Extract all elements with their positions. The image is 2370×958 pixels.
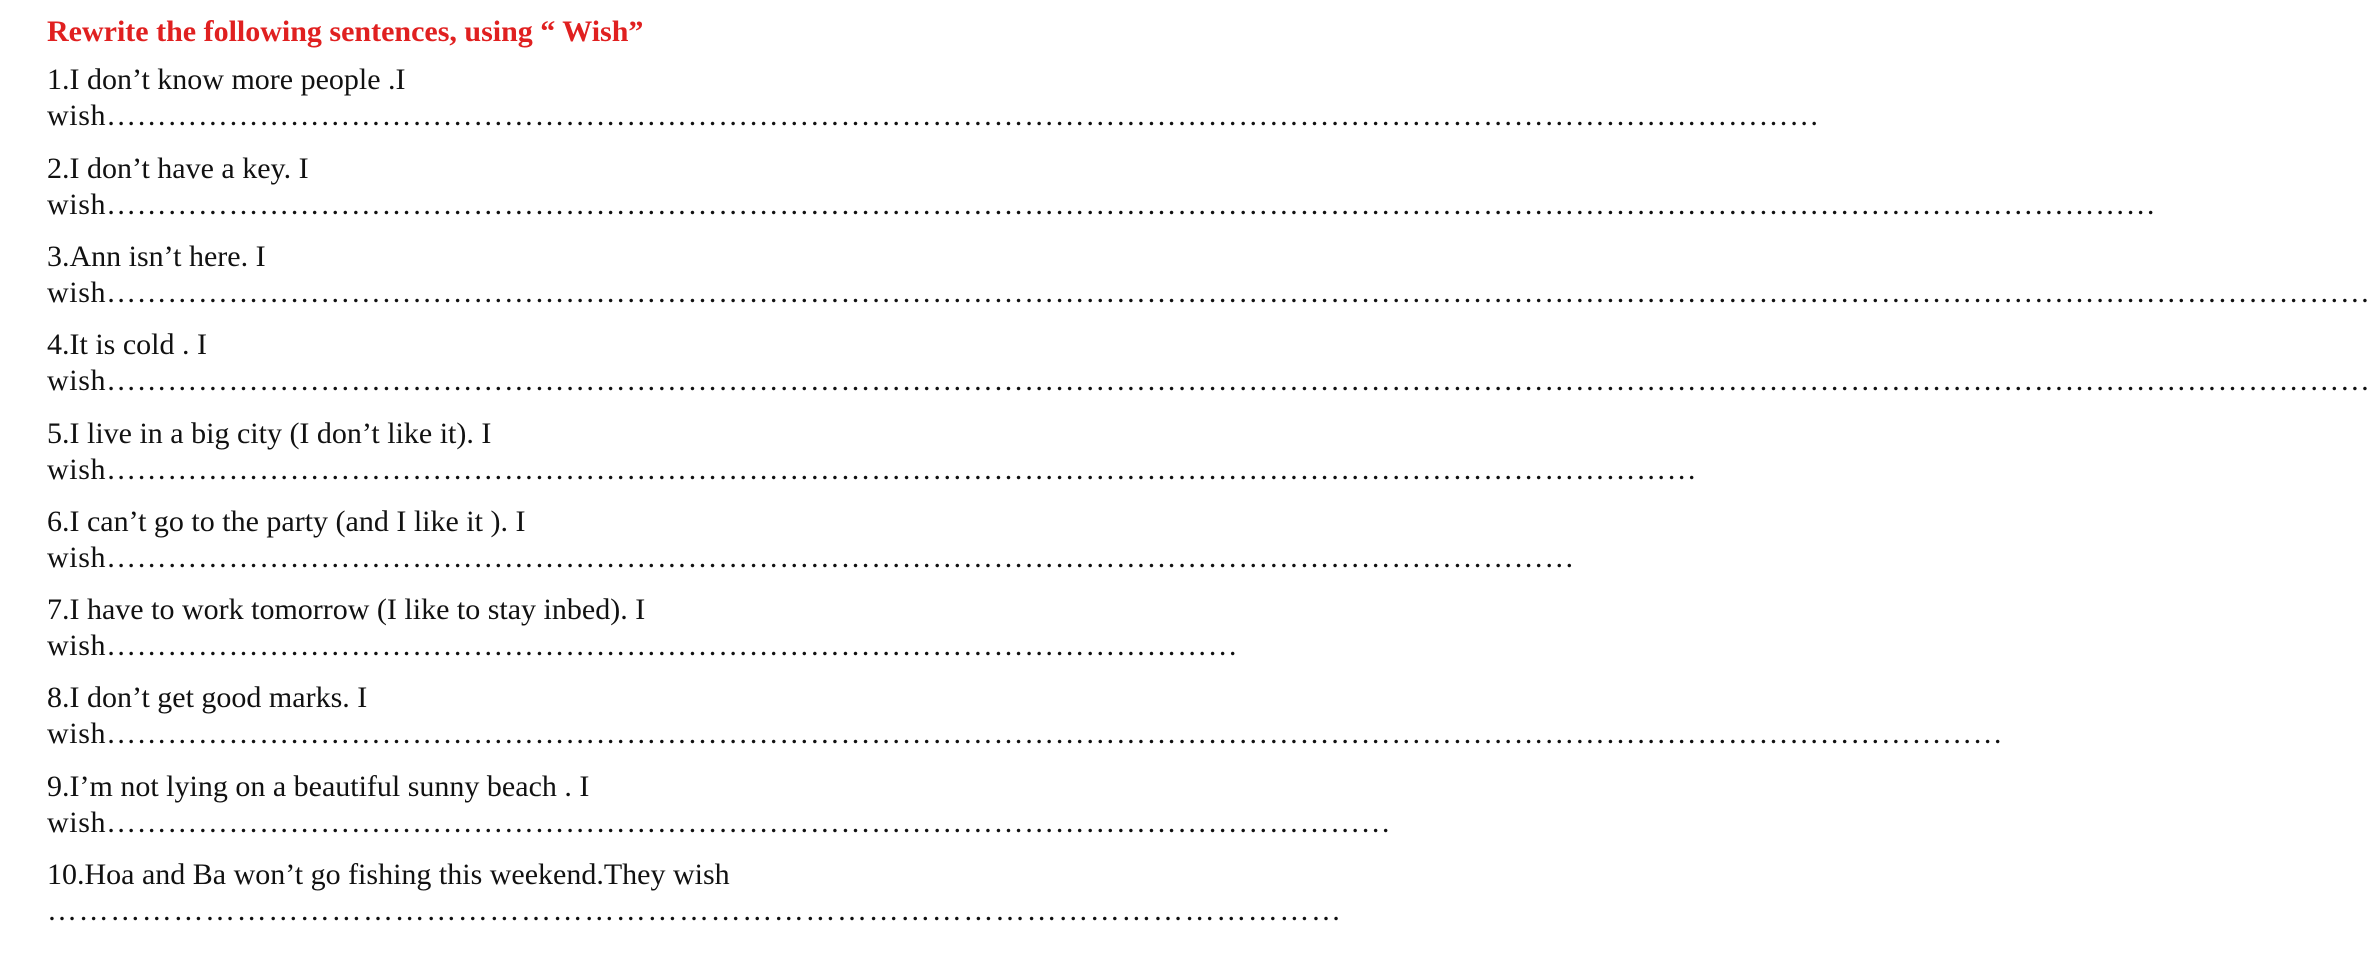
exercise-prompt: 7.I have to work tomorrow (I like to stay inbed). I: [47, 593, 646, 626]
exercise-7: [47, 593, 1238, 666]
answer-line: wish……………………………………………………………………………………………………………………………………………………………………: [47, 717, 2004, 750]
answer-line: wish………………………………………………………………………………………………………………………………: [47, 541, 1575, 574]
answer-line: ……………………………………………………………………………………………………………: [47, 894, 1343, 927]
exercise-9: [47, 770, 1391, 843]
answer-line: wish……………………………………………………………………………………………………………………………………………………………………………………………………: [47, 276, 2370, 309]
answer-line: wish…………………………………………………………………………………………………………………………………………………………………………………: [47, 188, 2157, 221]
exercise-prompt: 4.It is cold . I: [47, 328, 207, 361]
exercise-2: [47, 152, 2156, 225]
exercise-4: [47, 328, 2370, 401]
exercise-prompt: 2.I don’t have a key. I: [47, 152, 309, 185]
exercise-prompt: 10.Hoa and Ba won’t go fishing this weekend.They wish: [47, 858, 730, 891]
answer-line: wish…………………………………………………………………………………………………: [47, 629, 1239, 662]
exercise-prompt: 9.I’m not lying on a beautiful sunny beach . I: [47, 770, 590, 803]
worksheet-title: Rewrite the following sentences, using “ Wish”: [47, 15, 644, 48]
exercise-8: [47, 681, 2003, 754]
answer-line: wish…………………………………………………………………………………………………………………………………………: [47, 453, 1698, 486]
exercise-3: [47, 240, 2370, 313]
exercise-prompt: 1.I don’t know more people .I: [47, 63, 406, 96]
exercise-prompt: 6.I can’t go to the party (and I like it ). I: [47, 505, 526, 538]
exercise-prompt: 8.I don’t get good marks. I: [47, 681, 368, 714]
exercise-5: [47, 417, 1697, 490]
exercise-prompt: 3.Ann isn’t here. I: [47, 240, 266, 273]
exercise-6: [47, 505, 1575, 578]
exercise-10: [47, 858, 1343, 931]
answer-line: wish………………………………………………………………………………………………………………: [47, 806, 1392, 839]
exercise-prompt: 5.I live in a big city (I don’t like it). I: [47, 417, 492, 450]
answer-line: wish……………………………………………………………………………………………………………………………………………………………………………………………………: [47, 364, 2370, 397]
answer-line: wish……………………………………………………………………………………………………………………………………………………: [47, 99, 1820, 132]
exercise-1: [47, 63, 1820, 136]
